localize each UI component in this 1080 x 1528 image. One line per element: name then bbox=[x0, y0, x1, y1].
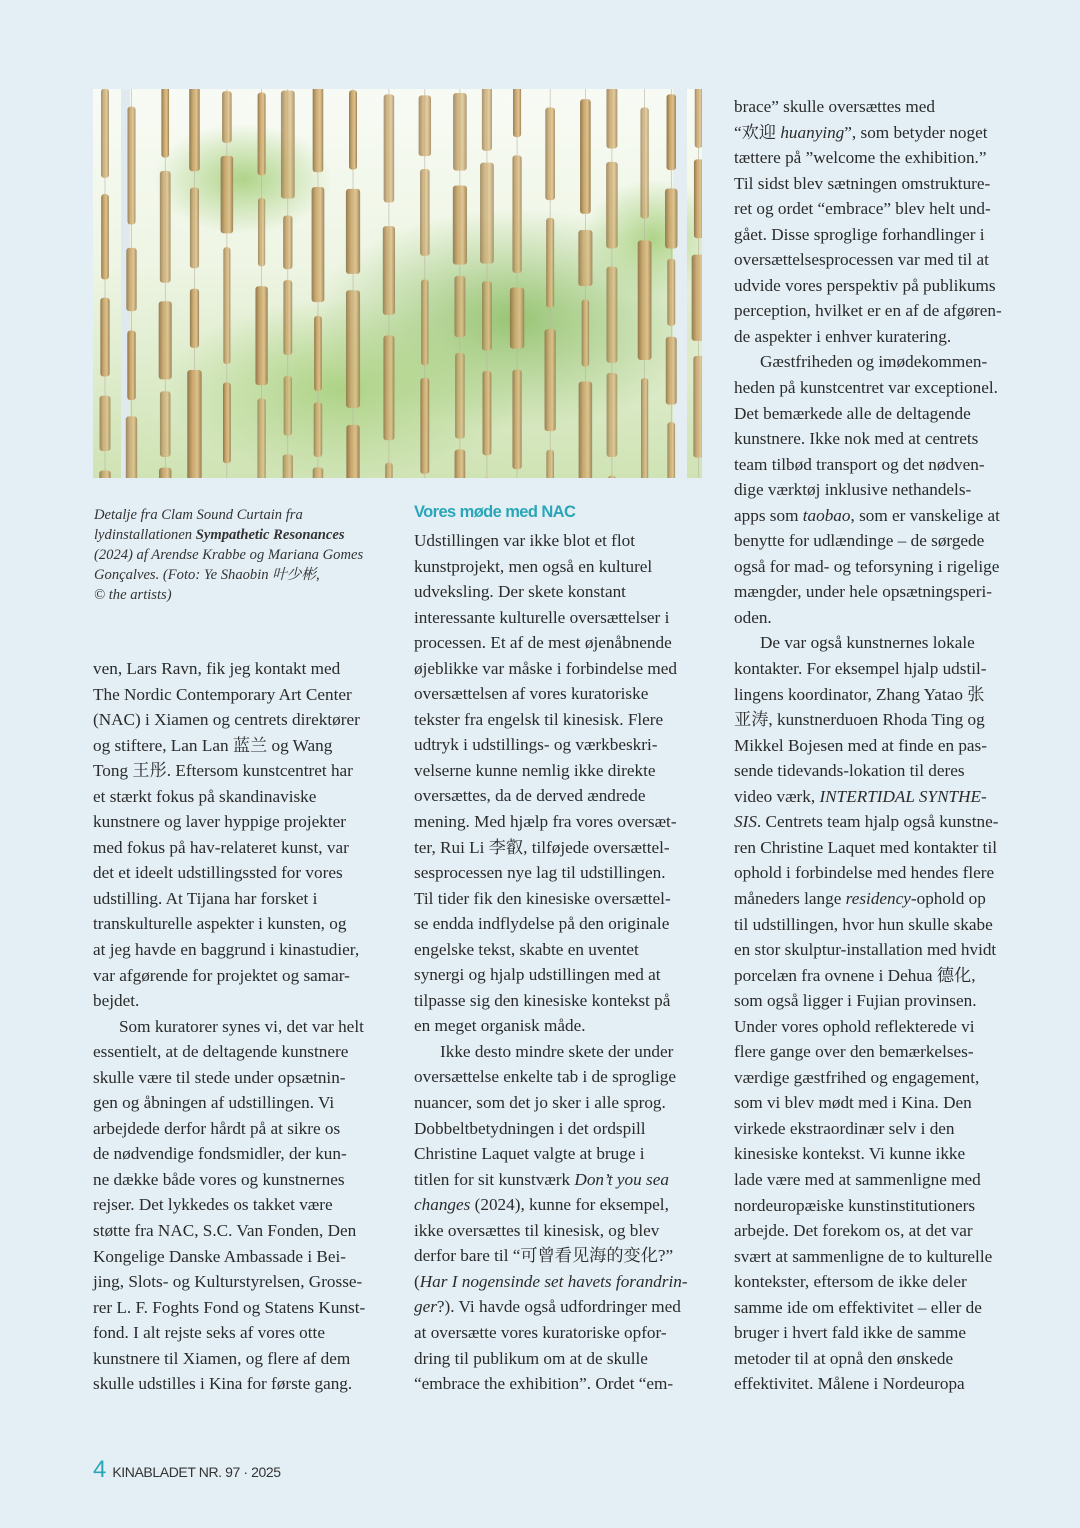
text-line: interessante kulturelle oversættelser i bbox=[414, 607, 670, 627]
text-line bbox=[734, 886, 1034, 912]
clam-shell bbox=[606, 89, 617, 148]
text-line: oversættes, da de derved ændrede bbox=[414, 786, 646, 806]
text-line: kinesiske kontekst. Vi kunne ikke bbox=[734, 1144, 966, 1164]
clam-shell bbox=[255, 286, 267, 385]
text-line: ne dække både vores og kunstnernes bbox=[93, 1169, 345, 1189]
photo-clam-sound-curtain bbox=[93, 89, 702, 478]
clam-shell bbox=[349, 90, 357, 170]
clam-shell bbox=[346, 189, 360, 274]
text-line: ren Christine Laquet med kontakter til bbox=[734, 837, 997, 857]
text-line: porcelæn fra ovnene i Dehua 德化, bbox=[734, 965, 976, 985]
clam-shell bbox=[223, 247, 230, 364]
text-run: ( bbox=[414, 1271, 420, 1291]
clam-shell bbox=[420, 378, 429, 474]
text-line bbox=[414, 1294, 714, 1320]
text-line: tekster fra engelsk til kinesisk. Flere bbox=[414, 709, 664, 729]
clam-shell bbox=[695, 89, 702, 148]
text-line: rejser. Det lykkedes os takket være bbox=[93, 1195, 333, 1215]
text-line: tilpasse sig den kinesiske kontekst på bbox=[414, 990, 671, 1010]
clam-shell bbox=[313, 467, 324, 478]
text-line: De var også kunstnernes lokale bbox=[760, 633, 975, 653]
clam-shell bbox=[100, 396, 111, 451]
publication-info: KINABLADET NR. 97 · 2025 bbox=[112, 1464, 281, 1480]
text-line: effektivitet. Målene i Nordeuropa bbox=[734, 1374, 965, 1394]
clam-shell bbox=[453, 93, 467, 171]
clam-shell bbox=[482, 281, 492, 351]
italic-word: huanying bbox=[780, 122, 845, 142]
photo-image bbox=[93, 89, 702, 478]
text-line: 亚涛, kunstnerduoen Rhoda Ting og bbox=[734, 710, 985, 730]
text-line: Til tider fik den kinesiske oversættel- bbox=[414, 888, 671, 908]
clam-shell bbox=[221, 156, 233, 234]
text-line: til udstillingen, hvor hun skulle skabe bbox=[734, 914, 993, 934]
text-line: arbejdede derfor hårdt på at sikre os bbox=[93, 1118, 341, 1138]
text-line: kontakter. For eksempel hjalp udstil- bbox=[734, 659, 987, 679]
clam-shell bbox=[641, 378, 648, 478]
text-line: Det bemærkede alle de deltagende bbox=[734, 403, 971, 423]
text-line: udveksling. Der skete konstant bbox=[414, 582, 626, 602]
clam-shell bbox=[512, 155, 521, 273]
text-line: de aspekter i enhver kuratering. bbox=[734, 326, 952, 346]
section-heading: Vores møde med NAC bbox=[414, 503, 576, 521]
text-line: arbejde. Det forekom os, at det var bbox=[734, 1221, 973, 1241]
text-line: velserne kunne nemlig ikke direkte bbox=[414, 760, 656, 780]
text-line: The Nordic Contemporary Art Center bbox=[93, 684, 352, 704]
clam-shell bbox=[190, 188, 199, 269]
clam-shell bbox=[513, 89, 521, 137]
text-line bbox=[734, 784, 1034, 810]
clam-shell bbox=[100, 298, 109, 377]
text-line bbox=[414, 1192, 714, 1218]
italic-word: taobao bbox=[802, 505, 851, 525]
clam-shell bbox=[284, 376, 292, 436]
text-run: video værk, bbox=[734, 786, 820, 806]
text-line: se endda indflydelse på den originale bbox=[414, 914, 670, 934]
text-line: Til sidst blev sætningen omstrukture- bbox=[734, 173, 991, 193]
text-line: Gæstfriheden og imødekommen- bbox=[760, 352, 988, 372]
text-line: Kongelige Danske Ambassade i Bei- bbox=[93, 1246, 346, 1266]
clam-shell bbox=[694, 159, 702, 238]
text-line: gået. Disse sproglige forhandlinger i bbox=[734, 224, 985, 244]
page-footer bbox=[93, 1456, 281, 1484]
text-line: gen og åbningen af udstillingen. Vi bbox=[93, 1093, 335, 1113]
text-line: at oversætte vores kuratoriske opfor- bbox=[414, 1322, 667, 1342]
text-line: sesprocessen nye lag til udstillingen. bbox=[414, 863, 666, 883]
text-line: dige værktøj inklusive nethandels- bbox=[734, 480, 972, 500]
text-line: brace” skulle oversættes med bbox=[734, 97, 935, 116]
clam-shell bbox=[385, 463, 392, 478]
clam-shell bbox=[314, 402, 322, 457]
text-run: . Centrets team hjalp også kunstne- bbox=[756, 812, 999, 832]
text-line: processen. Et af de mest øjenåbnende bbox=[414, 633, 672, 653]
text-line: var afgørende for projektet og samar- bbox=[93, 965, 350, 985]
text-run: (2024), kunne for eksempel, bbox=[470, 1195, 669, 1215]
text-line: bruger i hvert fald ikke de samme bbox=[734, 1323, 966, 1343]
text-run: -ophold op bbox=[910, 888, 986, 908]
clam-shell bbox=[384, 94, 395, 202]
text-line: Ikke desto mindre skete der under bbox=[440, 1041, 674, 1061]
text-line: engelske tekst, skabte en uventet bbox=[414, 939, 639, 959]
text-line: kunstnere til Xiamen, og flere af dem bbox=[93, 1348, 351, 1368]
clam-shell bbox=[313, 89, 324, 172]
clam-shell bbox=[455, 353, 465, 439]
clam-shell bbox=[510, 287, 524, 348]
clam-shell bbox=[638, 240, 652, 360]
text-line: fond. I alt rejste seks af vores otte bbox=[93, 1323, 325, 1343]
text-line: ven, Lars Ravn, fik jeg kontakt med bbox=[93, 659, 341, 678]
text-line: jing, Slots- og Kulturstyrelsen, Grosse- bbox=[93, 1272, 363, 1292]
clam-shell bbox=[606, 267, 617, 363]
text-line: Udstillingen var ikke blot et flot bbox=[414, 531, 636, 550]
text-line bbox=[414, 1167, 714, 1193]
clam-shell bbox=[512, 370, 521, 470]
clam-shell bbox=[606, 162, 618, 249]
text-line: nuancer, som det jo sker i alle sprog. bbox=[414, 1093, 666, 1113]
clam-shell bbox=[692, 255, 702, 341]
text-line: støtte fra NAC, S.C. Van Fonden, Den bbox=[93, 1221, 357, 1241]
italic-translation: Har I nogensinde set havets forandrin- bbox=[419, 1271, 688, 1291]
text-line: og stiftere, Lan Lan 蓝兰 og Wang bbox=[93, 735, 333, 755]
text-line: dring til publikum om at de skulle bbox=[414, 1348, 648, 1368]
text-run: , som er vanskelige at bbox=[850, 505, 1000, 525]
artwork-title: INTERTIDAL SYNTHE- bbox=[819, 786, 987, 806]
text-line: lingens koordinator, Zhang Yatao 张 bbox=[734, 684, 985, 704]
text-line: metoder til at opnå den ønskede bbox=[734, 1348, 954, 1368]
text-line: ret og ordet “embrace” blev helt und- bbox=[734, 199, 991, 219]
clam-shell bbox=[667, 259, 675, 326]
text-line bbox=[734, 809, 1034, 835]
text-line: oversættelse enkelte tab i de sproglige bbox=[414, 1067, 677, 1087]
clam-shell bbox=[455, 449, 466, 478]
clam-shell bbox=[160, 391, 171, 457]
text-line: lade være med at sammenligne med bbox=[734, 1169, 981, 1189]
clam-shell bbox=[546, 450, 554, 478]
text-line: som vi blev mødt med i Kina. Den bbox=[734, 1093, 972, 1113]
clam-shell bbox=[579, 381, 593, 478]
clam-shell bbox=[223, 382, 231, 463]
clam-shell bbox=[346, 425, 359, 478]
text-line: oversættelsen af vores kuratoriske bbox=[414, 684, 649, 704]
italic-word: residency bbox=[845, 888, 911, 908]
clam-shell bbox=[640, 107, 648, 218]
clam-shell bbox=[582, 300, 589, 367]
text-line: samme ide om effektivitet – eller de bbox=[734, 1297, 982, 1317]
text-line: bejdet. bbox=[93, 991, 140, 1011]
text-line: Som kuratorer synes vi, det var helt bbox=[119, 1016, 364, 1036]
text-line: nordeuropæiske kunstinstitutioners bbox=[734, 1195, 976, 1215]
text-line: oversættelsesprocessen var med til at bbox=[734, 250, 989, 270]
text-line: ter, Rui Li 李叡, tilføjede oversættel- bbox=[414, 837, 670, 857]
clam-shell bbox=[257, 398, 265, 478]
clam-shell bbox=[159, 468, 171, 478]
column-3 bbox=[734, 94, 1034, 1397]
text-line: sende tidevands-lokation til deres bbox=[734, 761, 965, 781]
column-1 bbox=[93, 656, 393, 1397]
text-line: Christine Laquet valgte at bruge i bbox=[414, 1144, 645, 1164]
text-line: virkede ekstraordinær selv i den bbox=[734, 1118, 955, 1138]
text-line bbox=[414, 1269, 714, 1295]
caption-line: Gonçalves. (Foto: Ye Shaobin 叶少彬, bbox=[94, 567, 320, 583]
clam-shell bbox=[419, 95, 431, 156]
clam-shell bbox=[314, 316, 322, 391]
text-run: ”, som betyder noget bbox=[844, 122, 988, 142]
clam-shell bbox=[187, 370, 201, 478]
artwork-title: SIS bbox=[734, 812, 757, 832]
text-line: mening. Med hjælp fra vores oversæt- bbox=[414, 812, 677, 832]
text-run: måneders lange bbox=[734, 888, 846, 908]
text-line: “embrace the exhibition”. Ordet “em- bbox=[414, 1374, 674, 1394]
clam-shell bbox=[189, 89, 200, 171]
clam-shell bbox=[160, 171, 171, 283]
clam-shell bbox=[283, 216, 292, 270]
clam-shell bbox=[667, 422, 675, 478]
clam-shell bbox=[482, 89, 492, 151]
clam-shell bbox=[128, 107, 136, 225]
clam-shell bbox=[453, 185, 467, 264]
clam-shell bbox=[546, 218, 554, 308]
caption-line: Detalje fra Clam Sound Curtain fra bbox=[94, 507, 303, 523]
text-line: Tong 王彤. Eftersom kunstcentret har bbox=[93, 761, 353, 781]
clam-shell bbox=[580, 99, 591, 214]
clam-shell bbox=[127, 330, 135, 400]
text-line: rer L. F. Foghts Fond og Statens Kunst- bbox=[93, 1297, 366, 1317]
clam-shell bbox=[693, 356, 702, 458]
text-line: en stor skulptur-installation med hvidt bbox=[734, 940, 997, 960]
page-number: 4 bbox=[93, 1456, 107, 1483]
clam-shell bbox=[665, 189, 677, 249]
italic-translation: ger bbox=[414, 1297, 437, 1317]
clam-shell bbox=[101, 194, 109, 279]
clam-shell bbox=[99, 471, 110, 478]
clam-shell bbox=[101, 89, 109, 178]
text-line: skulle udstilles i Kina for første gang. bbox=[93, 1374, 353, 1394]
text-line: svært at sammenligne de to kulturelle bbox=[734, 1246, 993, 1266]
artwork-title: changes bbox=[414, 1195, 471, 1215]
clam-shell bbox=[545, 107, 555, 200]
caption-line: (2024) af Arendse Krabbe og Mariana Gomes bbox=[94, 547, 364, 563]
text-line: (NAC) i Xiamen og centrets direktører bbox=[93, 710, 360, 730]
clam-shell bbox=[545, 329, 556, 431]
text-line: det et ideelt udstillingssted for vores bbox=[93, 863, 343, 883]
clam-shell bbox=[161, 89, 169, 158]
text-line: flere gange over den bemærkelses- bbox=[734, 1042, 974, 1062]
clam-shell bbox=[283, 454, 293, 478]
text-line: team tilbød transport og det nødven- bbox=[734, 454, 985, 474]
text-line: mængder, under hele opsætningsperi- bbox=[734, 582, 993, 602]
caption-line: © the artists) bbox=[94, 587, 172, 603]
clam-shell bbox=[283, 280, 292, 355]
text-line: tættere på ”welcome the exhibition.” bbox=[734, 148, 987, 168]
clam-shell bbox=[421, 279, 428, 365]
text-run: titlen for sit kunstværk bbox=[414, 1169, 575, 1189]
clam-shell bbox=[454, 276, 465, 337]
column-2 bbox=[414, 528, 714, 1397]
clam-shell bbox=[666, 337, 677, 405]
text-line: øjeblikke var måske i forbindelse med bbox=[414, 658, 677, 678]
clam-shell bbox=[420, 169, 430, 256]
text-line: synergi og hjalp udstillingen med at bbox=[414, 965, 661, 985]
clam-shell bbox=[126, 248, 136, 311]
text-line: essentielt, at de deltagende kunstnere bbox=[93, 1042, 349, 1062]
photo-caption bbox=[94, 505, 394, 605]
text-line: værdige gæstfrihed og engagement, bbox=[734, 1067, 980, 1087]
text-run: apps som bbox=[734, 505, 803, 525]
text-line: en meget organisk måde. bbox=[414, 1016, 586, 1036]
text-line: som også ligger i Fujian provinsen. bbox=[734, 991, 977, 1011]
text-line: heden på kunstcentret var exceptionel. bbox=[734, 378, 998, 398]
text-line: kunstprojekt, men også en kulturel bbox=[414, 556, 653, 576]
clam-shell bbox=[667, 94, 676, 170]
clam-shell bbox=[190, 289, 199, 348]
text-run: “欢迎 bbox=[734, 122, 781, 142]
clam-shell bbox=[258, 198, 265, 267]
text-line: ophold i forbindelse med hendes flere bbox=[734, 863, 995, 883]
text-line: udstilling. At Tijana har forsket i bbox=[93, 888, 318, 908]
artwork-title: Don’t you sea bbox=[574, 1169, 669, 1189]
clam-shell bbox=[258, 92, 266, 175]
text-line: kunstnere. Ikke nok med at centrets bbox=[734, 429, 979, 449]
text-line: skulle være til stede under opsætnin- bbox=[93, 1067, 346, 1087]
text-line: benytte for udlændinge – de sørgede bbox=[734, 531, 985, 551]
caption-work-title: Sympathetic Resonances bbox=[195, 527, 345, 543]
text-line: derfor bare til “可曾看见海的变化?” bbox=[414, 1246, 674, 1266]
text-line: perception, hvilket er en af de afgøren- bbox=[734, 301, 1002, 321]
clam-shell bbox=[483, 371, 492, 455]
clam-shell bbox=[281, 90, 295, 198]
text-line: udvide vores perspektiv på publikums bbox=[734, 275, 996, 295]
text-line: kunstnere og laver hyppige projekter bbox=[93, 812, 346, 832]
text-line: udtryk i udstillings- og værkbeskri- bbox=[414, 735, 658, 755]
clam-shell bbox=[607, 373, 618, 457]
text-run: ?). Vi havde også udfordringer med bbox=[436, 1297, 681, 1317]
text-line: oden. bbox=[734, 607, 772, 627]
clam-shell bbox=[126, 416, 137, 478]
text-line: ikke oversættes til kinesisk, og blev bbox=[414, 1220, 660, 1240]
clam-shell bbox=[222, 91, 232, 143]
text-line: Dobbeltbetydningen i det ordspill bbox=[414, 1118, 646, 1138]
text-line bbox=[734, 503, 1034, 529]
clam-shell bbox=[480, 163, 494, 264]
text-line: et stærkt fokus på skandinaviske bbox=[93, 786, 317, 806]
clam-shell bbox=[383, 335, 394, 440]
clam-shell bbox=[159, 301, 172, 379]
text-line: Mikkel Bojesen med at finde en pas- bbox=[734, 735, 987, 755]
clam-shell bbox=[312, 187, 325, 302]
clam-shell bbox=[383, 226, 395, 315]
text-line: med fokus på hav-relateret kunst, var bbox=[93, 837, 349, 857]
text-line: transkulturelle aspekter i kunsten, og bbox=[93, 914, 347, 934]
caption-line: lydinstallationen bbox=[94, 527, 196, 543]
clam-shell bbox=[346, 290, 360, 408]
text-line bbox=[734, 120, 1034, 146]
text-line: de nødvendige fondsmidler, der kun- bbox=[93, 1144, 347, 1164]
text-line: Under vores ophold reflekterede vi bbox=[734, 1016, 975, 1036]
text-line: kontekster, eftersom de ikke deler bbox=[734, 1272, 967, 1292]
text-line: også for mad- og teforsyning i rigelige bbox=[734, 556, 1000, 576]
clam-shell bbox=[578, 230, 592, 286]
text-line: at jeg havde en baggrund i kinastudier, bbox=[93, 940, 360, 960]
